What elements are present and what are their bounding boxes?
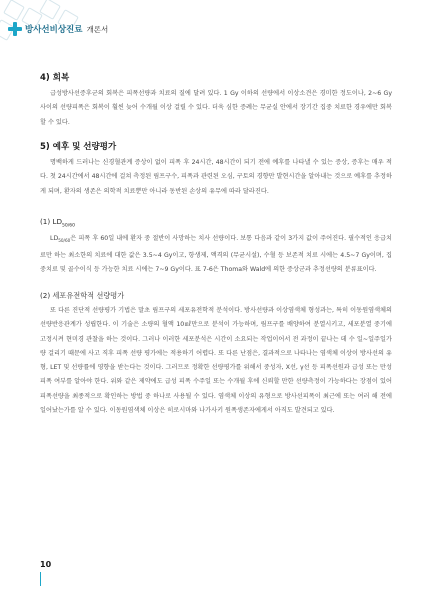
section-body-prognosis: 명백하게 드러나는 신경혈관계 증상이 없이 피폭 후 24시간, 48시간이 되기 전에 예후를 나타낼 수 있는 증상, 증후는 매우 적다. 첫 24시간에서 48시간에 걸쳐 측정된 림프구수, 피폭과 관련된 오심, 구토의 경향만 발현시간을 알아내는 것으로 예후를 추정하게 되며, 환자의 생존은 의학적 치료뿐만 아니라 동반된 손상의 유무에 따라 달라진다.	[40, 159, 392, 195]
plus-cross-icon	[8, 22, 22, 36]
subsection-heading-ld	[40, 217, 75, 228]
subsection-body-ld	[40, 232, 392, 277]
subsection-heading-cytogenetic: (2) 세포유전학적 선량평가	[40, 291, 125, 300]
footer-rule	[40, 572, 41, 586]
subsection-label-ld-subscript: 50/60	[62, 223, 75, 229]
section-heading-prognosis: 5) 예후 및 선량평가	[40, 142, 117, 152]
ld-text: 은 피폭 후 60일 내에 환자 중 절반이 사망하는 치사 선량이다. 보통 다음과 같이 3가지 값이 주어진다. 필수적인 응급치료만 하는 최소한의 치료에 대한 값은 3.5~4 Gy이고, 항생제, 액격의 (무균시설), 수혈 등 보존적 치료 시에는 4.5~7 Gy이며, 집중치료 및 골수이식 등 가능한 치료 시에는 7~9 Gy이다. 표 7-6은 Thoma와 Wald에 의한 증상군과 추정선량의 분류표이다.	[40, 235, 392, 273]
decorative-hexagon	[39, 0, 61, 20]
ld-term: LD	[50, 235, 59, 242]
section-body-recovery: 급성방사선증후군의 회복은 피폭선량과 치료의 질에 달려 있다. 1 Gy 이하의 선량에서 이상소견은 경미한 정도이나, 2~6 Gy 사이의 선량피폭은 회복이 훨씬 늦어 수개월 이상 걸릴 수 있다. 더욱 심한 증례는 무균실 안에서 장기간 집중 치료한 경우에만 회복할 수 있다.	[40, 90, 392, 126]
book-title: 방사선비상진료	[25, 25, 83, 35]
subsection-body-cytogenetic: 또 다른 진단적 선량평가 기법은 말초 림프구의 세포유전학적 분석이다. 방사선량과 이상염색체 형성과는, 특히 이동원염색체의 선량반응관계가 성립한다. 이 기술은 소량의 혈액 10㎖만으로 분석이 가능하며, 림프구를 배양하여 분열시키고, 세포분열 중기에 고정시켜 현미경 관찰을 하는 것이다. 그러나 이러한 세포분석은 시간이 소요되는 작업이어서 전 과정이 끝나는 데 수 일~일주일가량 걸리기 때문에 사고 직후 피폭 선량 평가에는 적용하기 어렵다. 또 다른 난점은, 결과적으로 나타나는 염색체 이상이 방사선의 유형, LET 및 선량률에 영향을 받는다는 것이다. 그러므로 정확한 선량평가를 위해서 중성자, X선, γ선 등 피폭선원과 급성 또는 만성 피폭 여부를 알아야 한다. 위와 같은 제약에도 급성 피폭 수주일 또는 수개월 후에 신뢰할 만한 선량측정이 가능하다는 장점이 있어 피폭선량을 최종적으로 확인하는 방법 중 하나로 사용될 수 있다. 염색체 이상의 유형으로 방사선피폭이 최근에 또는 여러 해 전에 일어났는가를 알 수 있다. 이동원염색체 이상은 히로시마와 나가사키 원폭생존자에게서 아직도 발견되고 있다.	[40, 307, 392, 415]
section-heading-recovery: 4) 회복	[40, 73, 70, 83]
book-tag	[8, 21, 108, 37]
subsection-label-ld: (1) LD	[40, 217, 63, 226]
book-subtitle: 개론서	[86, 24, 109, 34]
page-number: 10	[40, 560, 52, 569]
header-band	[0, 0, 425, 44]
ld-term-subscript: 50/60	[58, 238, 71, 244]
